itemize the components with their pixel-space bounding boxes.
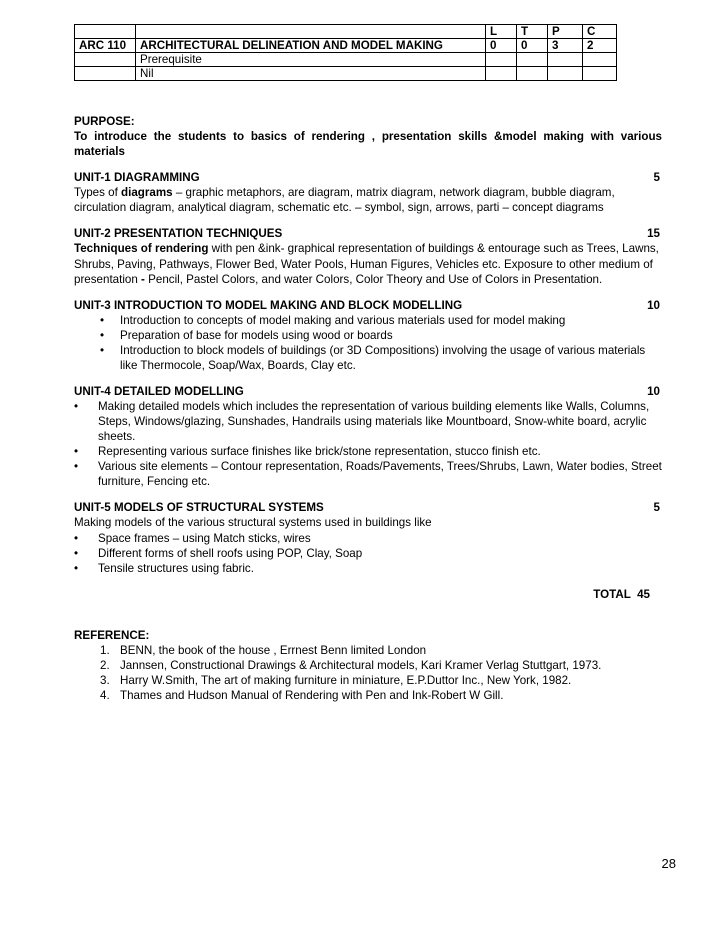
reference-section [74, 628, 662, 703]
purpose-section [74, 114, 662, 159]
unit-description: Making models of the various structural systems used in buildings like [74, 516, 432, 530]
ltpc-header-p: P [548, 25, 583, 39]
prerequisite-label: Prerequisite [136, 53, 486, 67]
unit-topic-list [74, 399, 662, 489]
table-cell [75, 53, 136, 67]
course-header-table [74, 24, 617, 81]
prerequisite-value: Nil [136, 67, 486, 81]
unit-topic-list [74, 531, 662, 576]
list-item: • Introduction to concepts of model making and various materials used for model making [74, 313, 662, 328]
list-item: 4. Thames and Hudson Manual of Rendering with Pen and Ink-Robert W Gill. [100, 689, 504, 702]
unit-heading [74, 298, 662, 313]
table-cell [583, 67, 617, 81]
unit-description: Types of diagrams – graphic metaphors, are diagram, matrix diagram, network diagram, bubble diagram, circulation diagram, analytical diagram, schematic etc. – symbol, sign, arrows, parti – concept diagrams [74, 186, 615, 215]
table-cell [486, 53, 517, 67]
table-row [75, 53, 617, 67]
syllabus-content [74, 114, 662, 714]
list-item: 1. BENN, the book of the house , Errnest Benn limited London [100, 643, 427, 657]
unit-hours: 15 [647, 227, 660, 241]
list-item: • Space frames – using Match sticks, wires [74, 531, 662, 546]
list-item: • Preparation of base for models using wood or boards [74, 328, 662, 343]
reference-heading: REFERENCE: [74, 628, 150, 642]
total-hours: TOTAL 45 [593, 587, 650, 601]
unit-title: UNIT-4 DETAILED MODELLING [74, 384, 244, 398]
list-item: • Different forms of shell roofs using POP, Clay, Soap [74, 546, 662, 561]
list-item: • Representing various surface finishes like brick/stone representation, stucco finish etc. [74, 444, 662, 459]
table-row [75, 67, 617, 81]
unit-title: UNIT-1 DIAGRAMMING [74, 171, 200, 185]
unit-description: Techniques of rendering with pen &ink- graphical representation of buildings & entourage such as Trees, Lawns, Shrubs, Paving, Pathways, Flower Bed, Water Pools, Human Figures, Vehicles etc. Exposure to other medium of presentation - Pencil, Pastel Colors, and water Colors, Color Theory and Use of Colors in Presentation. [74, 242, 659, 286]
purpose-text: To introduce the students to basics of rendering , presentation skills &model making with various materials [74, 130, 662, 159]
table-cell [517, 67, 548, 81]
table-row [75, 25, 617, 39]
table-cell [548, 53, 583, 67]
table-cell [583, 53, 617, 67]
course-title: ARCHITECTURAL DELINEATION AND MODEL MAKING [136, 39, 486, 53]
unit-hours: 5 [653, 501, 660, 515]
unit-1-section [74, 170, 662, 215]
unit-heading [74, 500, 662, 515]
unit-title: UNIT-2 PRESENTATION TECHNIQUES [74, 227, 283, 241]
unit-4-section [74, 384, 662, 489]
table-cell [75, 67, 136, 81]
purpose-heading: PURPOSE: [74, 115, 135, 128]
list-item: 2. Jannsen, Constructional Drawings & Architectural models, Kari Kramer Verlag Stuttgart, 1973. [100, 658, 602, 672]
unit-2-section [74, 226, 662, 286]
list-item: • Making detailed models which includes the representation of various building elements like Walls, Columns, Steps, Windows/glazing, Sunshades, Handrails using materials like Mountboard, Snow-white board, acrylic sheets. [74, 399, 662, 444]
ltpc-value-t: 0 [517, 39, 548, 53]
unit-3-section [74, 298, 662, 373]
list-item: 3. Harry W.Smith, The art of making furniture in miniature, E.P.Duttor Inc., New York, 1982. [100, 673, 572, 687]
table-cell [136, 25, 486, 39]
unit-hours: 10 [647, 298, 660, 312]
unit-topic-list [74, 313, 662, 373]
page-number: 28 [661, 856, 676, 871]
unit-heading [74, 226, 662, 241]
list-item: • Tensile structures using fabric. [74, 561, 662, 576]
ltpc-value-c: 2 [583, 39, 617, 53]
unit-heading [74, 384, 662, 399]
ltpc-header-l: L [486, 25, 517, 39]
list-item: • Introduction to block models of buildings (or 3D Compositions) involving the usage of various materials like Thermocole, Soap/Wax, Boards, Clay etc. [74, 343, 662, 373]
unit-title: UNIT-3 INTRODUCTION TO MODEL MAKING AND BLOCK MODELLING [74, 298, 463, 312]
course-code: ARC 110 [75, 39, 136, 53]
table-cell [75, 25, 136, 39]
unit-5-section [74, 500, 662, 575]
ltpc-value-p: 3 [548, 39, 583, 53]
table-cell [548, 67, 583, 81]
unit-heading [74, 170, 662, 185]
table-cell [517, 53, 548, 67]
unit-hours: 5 [653, 171, 660, 185]
ltpc-header-t: T [517, 25, 548, 39]
table-row [75, 39, 617, 53]
reference-list [74, 643, 662, 703]
ltpc-header-c: C [583, 25, 617, 39]
unit-title: UNIT-5 MODELS OF STRUCTURAL SYSTEMS [74, 501, 324, 515]
list-item: • Various site elements – Contour representation, Roads/Pavements, Trees/Shrubs, Lawn, Water bodies, Street furniture, Fencing etc. [74, 459, 662, 489]
ltpc-value-l: 0 [486, 39, 517, 53]
table-cell [486, 67, 517, 81]
unit-hours: 10 [647, 384, 660, 398]
